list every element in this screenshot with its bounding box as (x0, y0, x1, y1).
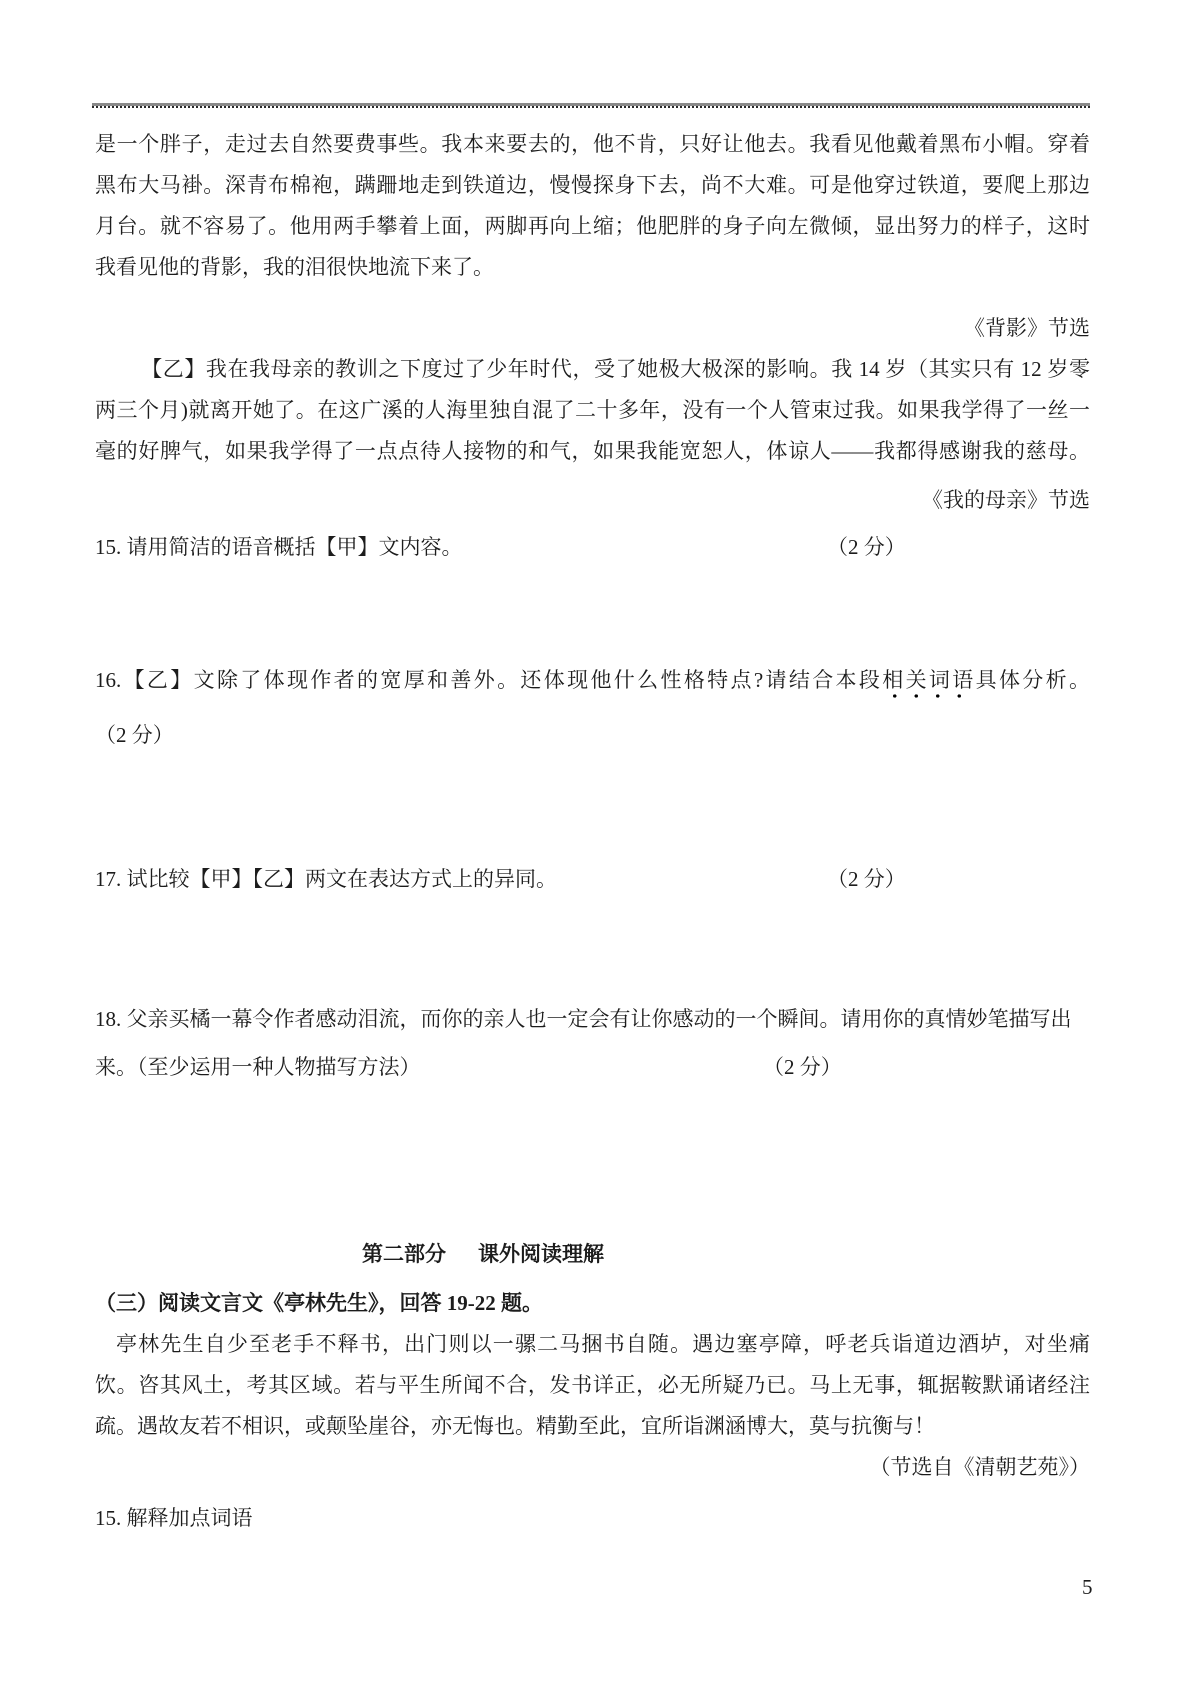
passage-jia-source: 《背影》节选 (964, 316, 1090, 340)
page-content (0, 103, 1200, 1539)
part-label: 第二部分 (362, 1242, 446, 1266)
question-18-line2 (95, 1047, 1090, 1088)
question-16-score: （2 分） (95, 723, 174, 747)
question-18-line2-text: 来。（至少运用一种人物描写方法） (95, 1055, 421, 1079)
text-line: 疏。遇故友若不相识，或颠坠崖谷，亦无悔也。精勤至此，宜所诣渊涵博大，莫与抗衡与！ (95, 1414, 935, 1438)
text-line: 毫的好脾气，如果我学得了一点点待人接物的和气，如果我能宽恕人，体谅人——我都得感谢我的慈母。 (95, 439, 1090, 463)
question-16-emphasized-words: 相关词语 (882, 668, 975, 699)
question-17-score: （2 分） (827, 867, 906, 891)
question-15-score: （2 分） (827, 535, 906, 559)
question-18-line1: 18. 父亲买橘一幕令作者感动泪流，而你的亲人也一定会有让你感动的一个瞬间。请用你的真情妙笔描写出 (95, 1007, 1072, 1031)
question-16-text-prefix: 16.【乙】文除了体现作者的宽厚和善外。还体现他什么性格特点?请结合本段 (95, 668, 883, 692)
text-line: 饮。咨其风土，考其区域。若与平生所闻不合，发书详正，必无所疑乃已。马上无事，辄据鞍默诵诸经注 (95, 1373, 1090, 1397)
question-18-score: （2 分） (763, 1055, 842, 1079)
part-title: 课外阅读理解 (478, 1242, 604, 1266)
text-line: 两三个月)就离开她了。在这广溪的人海里独自混了二十多年，没有一个人管束过我。如果我学得了一丝一 (95, 398, 1090, 422)
section-part-header (95, 1234, 1090, 1275)
question-15-text: 15. 请用简洁的语音概括【甲】文内容。 (95, 535, 463, 559)
question-16 (95, 660, 1090, 701)
question-15 (95, 527, 1090, 568)
classical-passage-source: （节选自《清朝艺苑》） (869, 1455, 1090, 1479)
passage-yi-source: 《我的母亲》节选 (922, 488, 1090, 512)
page-number: 5 (1082, 1575, 1093, 1599)
passage-yi (95, 349, 1090, 472)
text-line: 亭林先生自少至老手不释书，出门则以一骡二马捆书自随。遇边塞亭障，呼老兵诣道边酒垆，对坐痛 (116, 1332, 1090, 1356)
reading-section-header: （三）阅读文言文《亭林先生》，回答 19-22 题。 (95, 1291, 543, 1315)
text-line: 我看见他的背影，我的泪很快地流下来了。 (95, 255, 494, 279)
classical-passage (95, 1324, 1090, 1447)
question-17 (95, 859, 1090, 900)
text-line: 月台。就不容易了。他用两手攀着上面，两脚再向上缩；他肥胖的身子向左微倾，显出努力的样子，这时 (95, 214, 1090, 238)
header-divider (92, 103, 1090, 108)
question-17-text: 17. 试比较【甲】【乙】两文在表达方式上的异同。 (95, 867, 557, 891)
text-line: 是一个胖子，走过去自然要费事些。我本来要去的，他不肯，只好让他去。我看见他戴着黑布小帽。穿着 (95, 132, 1090, 156)
question-16-text-suffix: 具体分析。 (975, 668, 1090, 692)
text-line: 黑布大马褂。深青布棉袍，蹒跚地走到铁道边，慢慢探身下去，尚不大难。可是他穿过铁道，要爬上那边 (95, 173, 1090, 197)
text-line: 【乙】我在我母亲的教训之下度过了少年时代，受了她极大极深的影响。我 14 岁（其实只有 12 岁零 (141, 357, 1090, 381)
passage-jia (95, 124, 1090, 288)
word-explanation-header: 15. 解释加点词语 (95, 1506, 253, 1530)
